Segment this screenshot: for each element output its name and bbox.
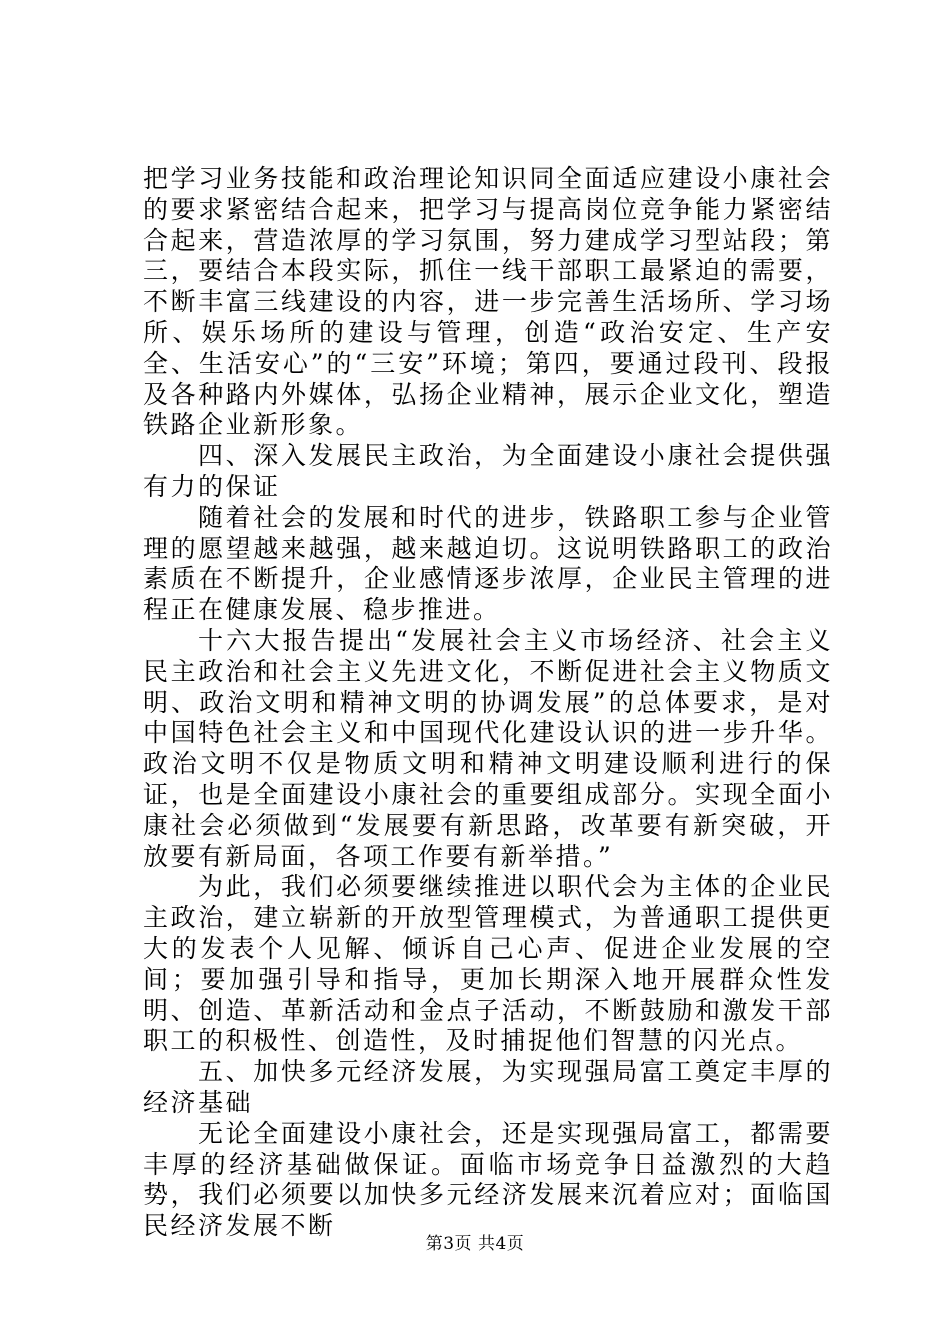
section-heading-five: 五、加快多元经济发展，为实现强局富工奠定丰厚的经济基础: [143, 1057, 833, 1117]
paragraph: 十六大报告提出“发展社会主义市场经济、社会主义民主政治和社会主义先进文化，不断促进社会主义物质文明、政治文明和精神文明的协调发展”的总体要求，是对中国特色社会主义和中国现代化建设认识的进一步升华。政治文明不仅是物质文明和精神文明建设顺利进行的保证，也是全面建设小康社会的重要组成部分。实现全面小康社会必须做到“发展要有新思路，改革要有新突破，开放要有新局面，各项工作要有新举措。”: [143, 625, 833, 871]
section-heading-four: 四、深入发展民主政治，为全面建设小康社会提供强有力的保证: [143, 441, 833, 501]
paragraph: 为此，我们必须要继续推进以职代会为主体的企业民主政治，建立崭新的开放型管理模式，为普通职工提供更大的发表个人见解、倾诉自己心声、促进企业发展的空间；要加强引导和指导，更加长期深入地开展群众性发明、创造、革新活动和金点子活动，不断鼓励和激发干部职工的积极性、创造性，及时捕捉他们智慧的闪光点。: [143, 872, 833, 1056]
document-body: [143, 164, 833, 1242]
paragraph-continued: 把学习业务技能和政治理论知识同全面适应建设小康社会的要求紧密结合起来，把学习与提高岗位竞争能力紧密结合起来，营造浓厚的学习氛围，努力建成学习型站段；第三，要结合本段实际，抓住一线干部职工最紧迫的需要，不断丰富三线建设的内容，进一步完善生活场所、学习场所、娱乐场所的建设与管理，创造“政治安定、生产安全、生活安心”的“三安”环境；第四，要通过段刊、段报及各种路内外媒体，弘扬企业精神，展示企业文化，塑造铁路企业新形象。: [143, 164, 833, 440]
paragraph: 无论全面建设小康社会，还是实现强局富工，都需要丰厚的经济基础做保证。面临市场竞争日益激烈的大趋势，我们必须要以加快多元经济发展来沉着应对；面临国民经济发展不断: [143, 1118, 833, 1241]
paragraph: 随着社会的发展和时代的进步，铁路职工参与企业管理的愿望越来越强，越来越迫切。这说明铁路职工的政治素质在不断提升，企业感情逐步浓厚，企业民主管理的进程正在健康发展、稳步推进。: [143, 502, 833, 625]
page-number: 第3页 共4页: [425, 1234, 525, 1254]
